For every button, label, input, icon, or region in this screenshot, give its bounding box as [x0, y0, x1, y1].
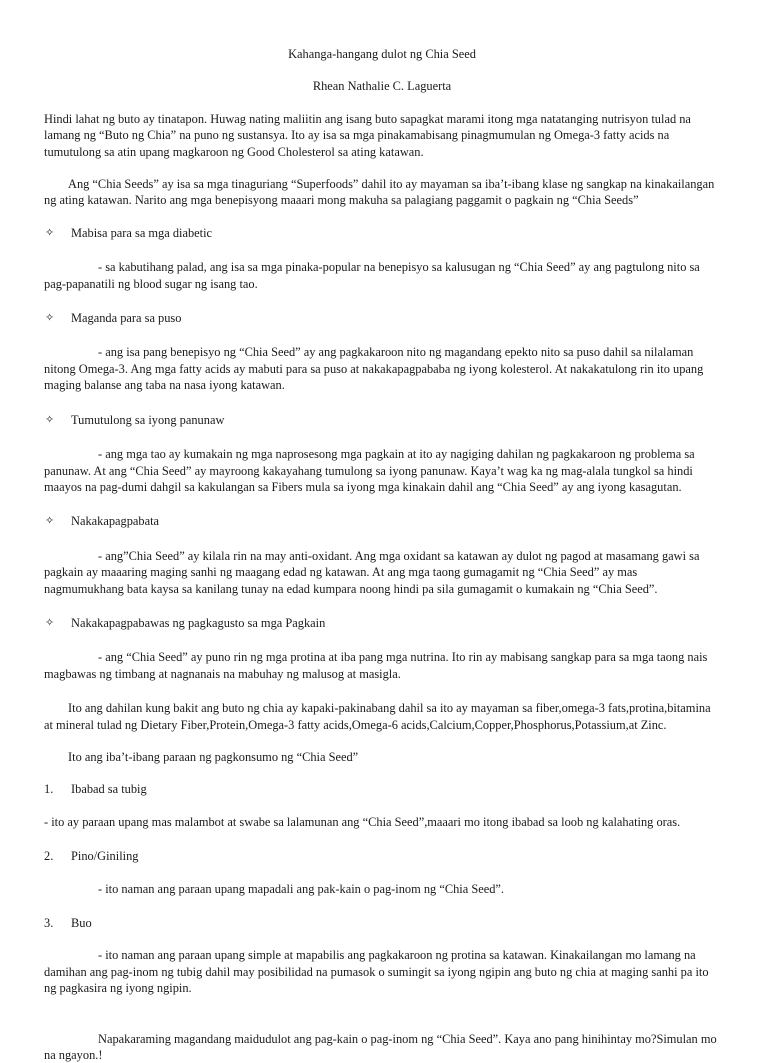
way-heading: 3. Buo — [44, 916, 92, 930]
benefit-heading: ✧ Mabisa para sa mga diabetic — [45, 225, 213, 240]
way-description: - ito ay paraan upang mas malambot at swabe sa lalamunan ang “Chia Seed”,maaari mo itong ibabad sa loob ng kalahating oras. — [44, 814, 681, 829]
benefit-item — [44, 310, 720, 394]
ways-intro: Ito ang iba’t-ibang paraan ng pagkonsumo ng “Chia Seed” — [68, 749, 359, 764]
closing-paragraph: Napakaraming magandang maidudulot ang pag-kain o pag-inom ng “Chia Seed”. Kaya ano pang hinihintay mo?Simulan mo na ngayon.! — [44, 1031, 717, 1063]
benefit-heading: ✧ Maganda para sa puso — [45, 311, 182, 326]
benefit-item — [44, 513, 720, 597]
benefit-description: - ang isa pang benepisyo ng “Chia Seed” ay ang pagkakaroon nito ng magandang epekto nito sa puso dahil sa nilalaman nitong Omega-3. Ang mga fatty acids ay mabuti para sa puso at nakakapagpababa ng iyong kolesterol. At nakakatulong rin ito upang maging balanse ang taba na nasa iyong katawan. — [44, 345, 704, 393]
reason-paragraph: Ito ang dahilan kung bakit ang buto ng chia ay kapaki-pakinabang dahil sa ito ay mayaman sa fiber,omega-3 fats,protina,bitamina at mineral tulad ng Dietary Fiber,Protein,Omega-3 fatty acids,Omega-6 acids,Calcium,Copper,Phosphorus,Potassium,at Zinc. — [44, 701, 711, 732]
way-heading: 2. Pino/Giniling — [44, 849, 139, 864]
benefit-description: - sa kabutihang palad, ang isa sa mga pinaka-popular na benepisyo sa kalusugan ng “Chia Seed” ay ang pagtulong nito sa pag-papanatili ng blood sugar ng isang tao. — [44, 260, 700, 291]
benefit-description: - ang”Chia Seed” ay kilala rin na may anti-oxidant. Ang mga oxidant sa katawan ay dulot ng pagod at masamang gawi sa pagkain ay maaaring maging sanhi ng maagang edad ng katawan. At ang mga taong gumagamit ng “Chia Seed” ay mas nagmumukhang bata kaysa sa kanilang tunay na edad kumpara noong hindi pa sila gumagamit o kumakain ng “Chia Seed”. — [44, 548, 700, 596]
diamond-bullet-icon: ✧ — [45, 311, 55, 325]
benefit-item — [44, 615, 720, 682]
benefits-list — [44, 225, 720, 682]
ways-list — [44, 781, 720, 996]
way-number: 2. — [44, 849, 54, 864]
document-page — [44, 46, 720, 1063]
diamond-bullet-icon: ✧ — [45, 412, 55, 426]
way-number: 1. — [44, 782, 54, 797]
way-number: 3. — [44, 916, 54, 930]
way-description: - ito naman ang paraan upang mapadali ang pak-kain o pag-inom ng “Chia Seed”. — [98, 881, 504, 896]
way-heading: 1. Ibabad sa tubig — [44, 782, 147, 797]
intro-paragraph: Hindi lahat ng buto ay tinatapon. Huwag nating maliitin ang isang buto sapagkat marami itong mga natatanging nutrisyon tulad na lamang ng “Buto ng Chia” na puno ng sustansya. Ito ay isa sa mga pinakamabisang pinagmumulan ng Omega-3 fatty acids na tumutulong sa atin upang magkaroon ng Good Cholesterol sa ating katawan. — [44, 111, 691, 159]
diamond-bullet-icon: ✧ — [45, 225, 55, 239]
benefit-item — [44, 225, 720, 292]
benefit-heading: ✧ Nakakapagpabata — [45, 514, 160, 529]
diamond-bullet-icon: ✧ — [45, 514, 55, 528]
benefit-heading: ✧ Nakakapagpabawas ng pagkagusto sa mga Pagkain — [45, 615, 326, 630]
way-description: - ito naman ang paraan upang simple at mapabilis ang pagkakaroon ng protina sa katawan. Kinakailangan mo lamang na damihan ang pag-inom ng tubig dahil may posibilidad na pumasok o sumingit sa iyong ngipin ang buto ng chia at maging sanhi pa ito ng pagkasira ng iyong ngipin. — [44, 948, 709, 996]
superfoods-paragraph: Ang “Chia Seeds” ay isa sa mga tinaguriang “Superfoods” dahil ito ay mayaman sa iba’t-ibang klase ng sangkap na kinakailangan ng ating katawan. Narito ang mga benepisyong maaari mong makuha sa palagiang paggamit o pagkain ng “Chia Seeds” — [44, 177, 715, 208]
benefit-description: - ang mga tao ay kumakain ng mga naprosesong mga pagkain at ito ay nagiging dahilan ng pagkakaroon ng problema sa panunaw. At ang “Chia Seed” ay mayroong kakayahang tumulong sa iyong panunaw. Kaya’t wag ka ng mag-alala tungkol sa hindi maayos na pag-dumi dahgil sa kakulangan sa Fibers mula sa iyong mga kinakain dahil ang “Chia Seed” ay ang iyong kasagutan. — [44, 447, 695, 494]
diamond-bullet-icon: ✧ — [45, 615, 55, 629]
document-title: Kahanga-hangang dulot ng Chia Seed — [288, 47, 476, 61]
benefit-item — [44, 412, 720, 496]
document-author: Rhean Nathalie C. Laguerta — [312, 79, 452, 94]
benefit-description: - ang “Chia Seed” ay puno rin ng mga protina at iba pang mga nutrina. Ito rin ay mabisang sangkap para sa mga taong nais magbawas ng timbang at nagnanais na mabuhay ng malusog at masigla. — [44, 650, 708, 681]
benefit-heading: ✧ Tumutulong sa iyong panunaw — [45, 412, 225, 427]
